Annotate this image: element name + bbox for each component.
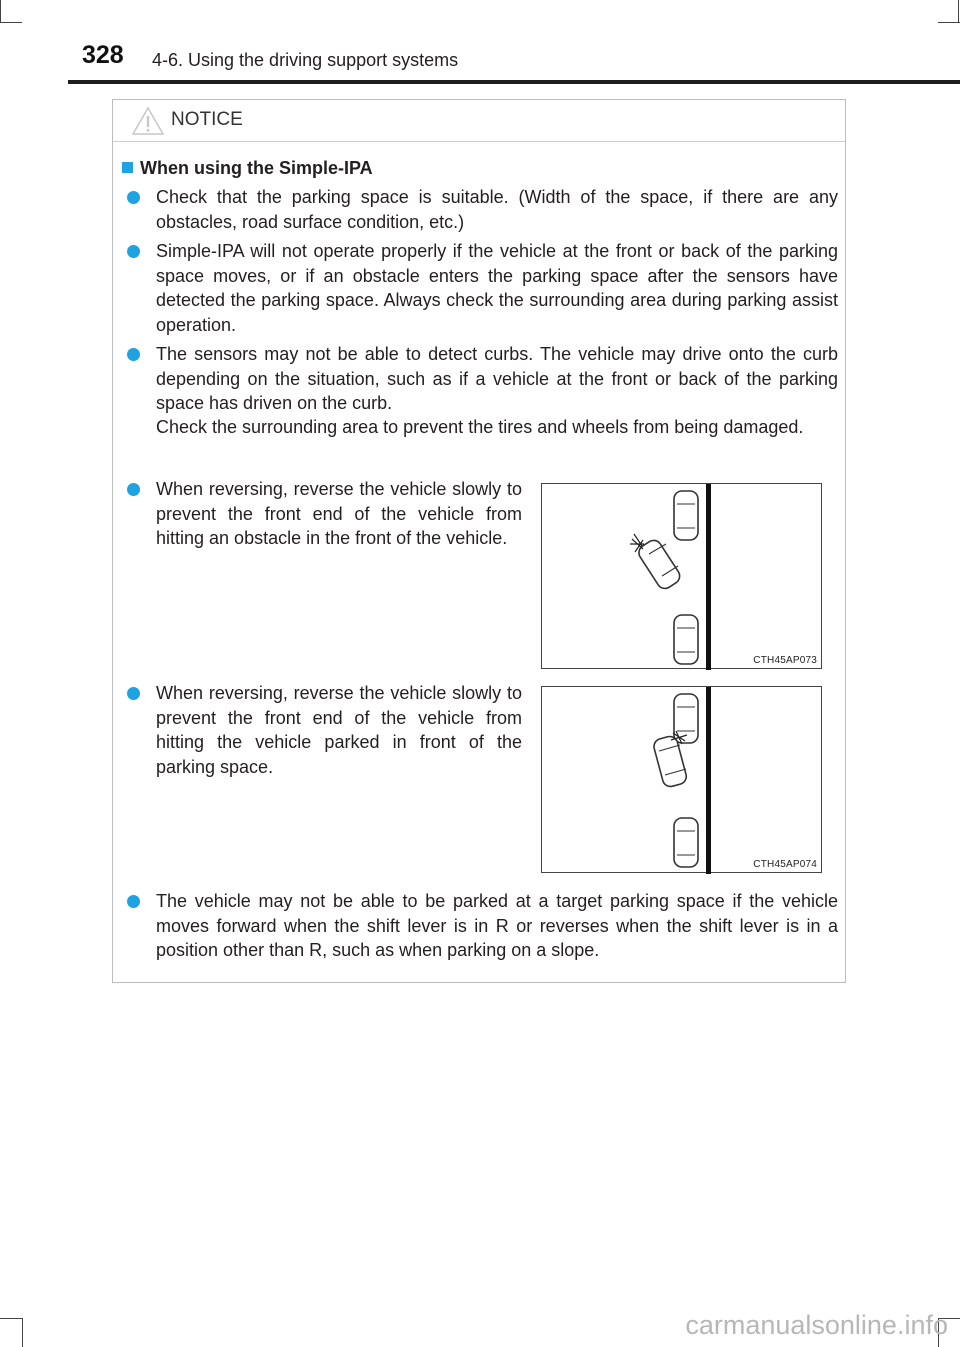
section-heading [122, 158, 373, 179]
car-hitting-obstacle-illustration-icon [542, 484, 823, 670]
page-header [0, 0, 960, 84]
warning-triangle-icon [131, 106, 165, 136]
header-rule [68, 80, 960, 84]
bullet-dot-icon [127, 687, 140, 700]
bullet-text: Simple-IPA will not operate properly if the vehicle at the front or back of the parking space moves, or if an obstacle enters the parking space after the sensors have detected the parking space. Always check the surrounding area during parking assist operation. [156, 241, 838, 335]
bullet-dot-icon [127, 483, 140, 496]
bullet-dot-icon [127, 191, 140, 204]
bullet-text: When reversing, reverse the vehicle slowly to prevent the front end of the vehicle from hitting an obstacle in the front of the vehicle. [156, 479, 522, 548]
notice-label: NOTICE [171, 109, 243, 130]
bullet-text: The sensors may not be able to detect curbs. The vehicle may drive onto the curb depending on the situation, such as if a vehicle at the front or back of the parking space has driven on the curb. [156, 344, 838, 413]
bullet-dot-icon [127, 245, 140, 258]
notice-header [113, 100, 845, 142]
bullet-dot-icon [127, 895, 140, 908]
figure-code: CTH45AP073 [753, 655, 817, 666]
crop-mark [0, 1318, 22, 1319]
watermark: carmanualsonline.info [685, 1310, 948, 1340]
crop-mark [22, 1318, 23, 1347]
bullet-text-continued: Check the surrounding area to prevent the tires and wheels from being damaged. [156, 417, 804, 437]
page-number: 328 [82, 41, 124, 69]
bullet-text: When reversing, reverse the vehicle slowly to prevent the front end of the vehicle from hitting the vehicle parked in front of the parking space. [156, 683, 522, 777]
section-heading-text: When using the Simple-IPA [140, 158, 373, 178]
figure-obstacle [541, 483, 822, 669]
square-bullet-icon [122, 162, 133, 173]
bullet-text: Check that the parking space is suitable. (Width of the space, if there are any obstacles, road surface condition, etc.) [156, 187, 838, 232]
figure-parked-vehicle [541, 686, 822, 873]
section-title: 4-6. Using the driving support systems [152, 50, 459, 70]
bullet-dot-icon [127, 348, 140, 361]
figure-code: CTH45AP074 [753, 859, 817, 870]
notice-box [112, 99, 846, 983]
bullet-text: The vehicle may not be able to be parked at a target parking space if the vehicle moves forward when the shift lever is in R or reverses when the shift lever is in a position other than R, such as when parking on a slope. [156, 891, 838, 960]
car-hitting-parked-vehicle-illustration-icon [542, 687, 823, 874]
